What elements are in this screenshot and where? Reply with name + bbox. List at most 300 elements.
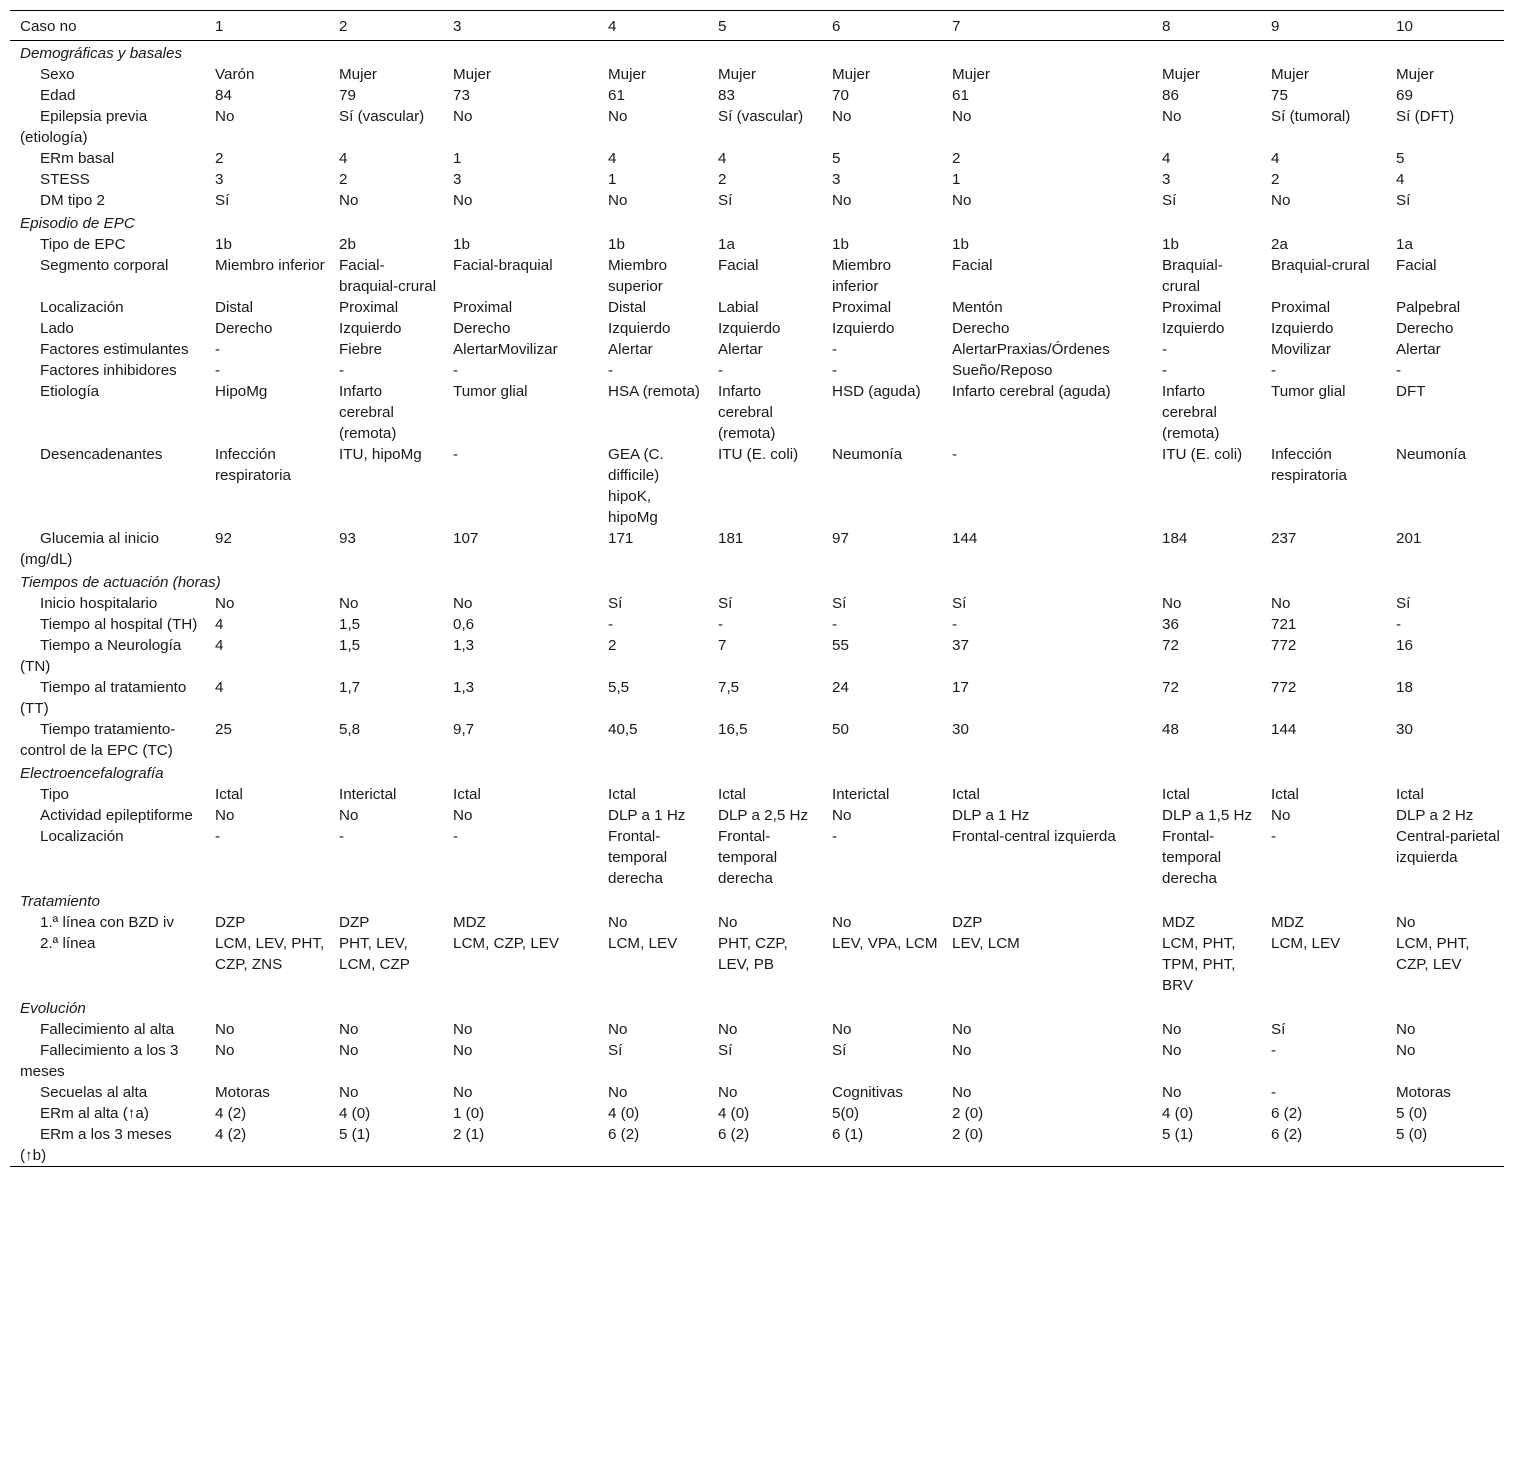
cell-case-10: 30 (1396, 721, 1413, 738)
cell-case-5: Sí (718, 1042, 733, 1059)
cell-case-10: No (1396, 1021, 1416, 1038)
cell-case-9: 721 (1271, 616, 1297, 633)
cell-case-4: 6 (2) (608, 1126, 640, 1143)
row-label: Localización (40, 299, 124, 316)
cell-case-5: DLP a 2,5 Hz (718, 807, 809, 824)
cell-case-9: Braquial-crural (1271, 257, 1370, 274)
cell-case-1: LCM, LEV, PHT, CZP, ZNS (215, 935, 325, 973)
section-title: Episodio de EPC (20, 215, 135, 232)
cell-case-6: 6 (1) (832, 1126, 864, 1143)
cell-case-5: Sí (718, 595, 733, 612)
cell-case-6: Miembro inferior (832, 257, 892, 295)
table-row (10, 148, 1504, 169)
cell-case-8: No (1162, 108, 1182, 125)
cell-case-10: Sí (DFT) (1396, 108, 1455, 125)
cell-case-1: No (215, 1042, 235, 1059)
cell-case-6: HSD (aguda) (832, 383, 921, 400)
cell-case-3: MDZ (453, 914, 486, 931)
cell-case-2: Proximal (339, 299, 399, 316)
cell-case-6: Interictal (832, 786, 890, 803)
cell-case-9: 144 (1271, 721, 1297, 738)
cell-case-3: 73 (453, 87, 470, 104)
cell-case-6: - (832, 616, 838, 633)
cell-case-8: Izquierdo (1162, 320, 1225, 337)
cell-case-9: Movilizar (1271, 341, 1331, 358)
row-label-cell (10, 1124, 205, 1167)
cell-case-10: No (1396, 1042, 1416, 1059)
cell-case-6: - (832, 828, 838, 845)
cell-case-10: 5 (1396, 150, 1405, 167)
cell-case-6: 50 (832, 721, 849, 738)
cell-case-10: 5 (0) (1396, 1126, 1428, 1143)
cell-case-1: - (215, 341, 221, 358)
cell-case-6: No (832, 914, 852, 931)
row-label: Factores estimulantes (40, 341, 189, 358)
header-case-2: 2 (339, 18, 348, 35)
row-label-cell (10, 234, 205, 255)
table-row (10, 190, 1504, 211)
table-row (10, 933, 1504, 996)
cell-case-3: No (453, 1021, 473, 1038)
cell-case-3: 1b (453, 236, 470, 253)
table-row (10, 528, 1504, 570)
cell-case-7: Sí (952, 595, 967, 612)
cell-case-4: HSA (remota) (608, 383, 700, 400)
cell-case-3: 2 (1) (453, 1126, 485, 1143)
cell-case-1: Ictal (215, 786, 243, 803)
cell-case-7: 17 (952, 679, 969, 696)
row-label: Desencadenantes (40, 446, 163, 463)
cell-case-3: No (453, 1084, 473, 1101)
row-label-cell (10, 85, 205, 106)
row-label-cell (10, 64, 205, 85)
table-row (10, 444, 1504, 528)
cell-case-10: Palpebral (1396, 299, 1461, 316)
row-label-cell (10, 805, 205, 826)
cell-case-2: PHT, LEV, LCM, CZP (339, 935, 410, 973)
cell-case-3: No (453, 1042, 473, 1059)
cell-case-9: Ictal (1271, 786, 1299, 803)
cell-case-5: 181 (718, 530, 744, 547)
cell-case-9: - (1271, 362, 1277, 379)
section-header-row (10, 570, 1504, 593)
cell-case-10: Motoras (1396, 1084, 1451, 1101)
row-label-cell (10, 1103, 205, 1124)
cell-case-9: - (1271, 1042, 1277, 1059)
cell-case-8: 184 (1162, 530, 1188, 547)
cell-case-8: No (1162, 1084, 1182, 1101)
cell-case-2: Interictal (339, 786, 397, 803)
table-row (10, 318, 1504, 339)
cell-case-5: 7 (718, 637, 727, 654)
cell-case-5: PHT, CZP, LEV, PB (718, 935, 788, 973)
cell-case-9: Proximal (1271, 299, 1331, 316)
cell-case-2: DZP (339, 914, 370, 931)
row-label-cell (10, 360, 205, 381)
header-case-6: 6 (832, 18, 841, 35)
table-row (10, 593, 1504, 614)
cell-case-1: DZP (215, 914, 246, 931)
header-case-8: 8 (1162, 18, 1171, 35)
cell-case-10: Mujer (1396, 66, 1434, 83)
cell-case-10: Sí (1396, 192, 1411, 209)
cell-case-3: 1,3 (453, 679, 475, 696)
cell-case-5: - (718, 616, 724, 633)
cell-case-2: No (339, 1042, 359, 1059)
table-body (10, 41, 1504, 1167)
cell-case-3: Mujer (453, 66, 491, 83)
row-label: Tipo (40, 786, 69, 803)
cell-case-2: 4 (0) (339, 1105, 371, 1122)
cell-case-3: 1 (0) (453, 1105, 485, 1122)
cell-case-7: - (952, 616, 958, 633)
header-case-5: 5 (718, 18, 727, 35)
table-row (10, 255, 1504, 297)
cell-case-3: LCM, CZP, LEV (453, 935, 560, 952)
cell-case-3: No (453, 807, 473, 824)
cell-case-8: ITU (E. coli) (1162, 446, 1243, 463)
cell-case-8: No (1162, 1021, 1182, 1038)
row-label: Lado (40, 320, 74, 337)
cell-case-6: 24 (832, 679, 849, 696)
row-label: Segmento corporal (40, 257, 169, 274)
cell-case-9: - (1271, 828, 1277, 845)
cell-case-2: 1,5 (339, 616, 361, 633)
cell-case-3: No (453, 595, 473, 612)
cell-case-2: - (339, 828, 345, 845)
cell-case-4: DLP a 1 Hz (608, 807, 686, 824)
cell-case-4: LCM, LEV (608, 935, 678, 952)
row-label-cell (10, 339, 205, 360)
cell-case-9: Infección respiratoria (1271, 446, 1347, 484)
cell-case-6: - (832, 341, 838, 358)
cell-case-1: Sí (215, 192, 230, 209)
cell-case-5: Facial (718, 257, 759, 274)
cell-case-8: 48 (1162, 721, 1179, 738)
row-label-cell (10, 826, 205, 889)
cell-case-1: Miembro inferior (215, 257, 325, 274)
cell-case-5: Izquierdo (718, 320, 781, 337)
cell-case-1: Distal (215, 299, 253, 316)
cell-case-1: 4 (215, 679, 224, 696)
cell-case-2: Sí (vascular) (339, 108, 425, 125)
row-label: STESS (40, 171, 90, 188)
row-label-cell (10, 297, 205, 318)
cell-case-6: Cognitivas (832, 1084, 903, 1101)
cell-case-3: AlertarMovilizar (453, 341, 558, 358)
cell-case-4: No (608, 1021, 628, 1038)
row-label: ERm basal (40, 150, 115, 167)
cell-case-5: 6 (2) (718, 1126, 750, 1143)
cell-case-1: Infección respiratoria (215, 446, 291, 484)
table-row (10, 1103, 1504, 1124)
cell-case-6: - (832, 362, 838, 379)
section-header-row (10, 761, 1504, 784)
section-header-row (10, 211, 1504, 234)
cell-case-7: 1 (952, 171, 961, 188)
cell-case-4: - (608, 616, 614, 633)
cell-case-2: 1,7 (339, 679, 361, 696)
cell-case-7: 2 (0) (952, 1105, 984, 1122)
cell-case-7: Facial (952, 257, 993, 274)
header-case-4: 4 (608, 18, 617, 35)
cell-case-5: No (718, 1084, 738, 1101)
cell-case-6: 97 (832, 530, 849, 547)
cell-case-2: 5,8 (339, 721, 361, 738)
cell-case-1: - (215, 362, 221, 379)
cell-case-7: AlertarPraxias/Órdenes (952, 341, 1110, 358)
cell-case-4: 171 (608, 530, 634, 547)
cell-case-4: Alertar (608, 341, 653, 358)
cell-case-1: 4 (215, 616, 224, 633)
cell-case-7: Ictal (952, 786, 980, 803)
cell-case-2: Mujer (339, 66, 377, 83)
header-row (10, 11, 1504, 41)
table-row (10, 106, 1504, 148)
table-row (10, 64, 1504, 85)
table-row (10, 360, 1504, 381)
cell-case-6: No (832, 807, 852, 824)
cell-case-10: DFT (1396, 383, 1426, 400)
cell-case-1: 2 (215, 150, 224, 167)
table-row (10, 85, 1504, 106)
row-label-cell (10, 1082, 205, 1103)
cell-case-5: No (718, 1021, 738, 1038)
cell-case-2: 93 (339, 530, 356, 547)
row-label: Tiempo al hospital (TH) (40, 616, 198, 633)
cell-case-3: Proximal (453, 299, 513, 316)
cell-case-2: 5 (1) (339, 1126, 371, 1143)
row-label-cell (10, 169, 205, 190)
table-row (10, 381, 1504, 444)
cell-case-9: - (1271, 1084, 1277, 1101)
cell-case-2: 1,5 (339, 637, 361, 654)
cell-case-4: No (608, 1084, 628, 1101)
row-label: Fallecimiento al alta (40, 1021, 175, 1038)
cell-case-9: Tumor glial (1271, 383, 1346, 400)
cell-case-7: 144 (952, 530, 978, 547)
cell-case-10: 201 (1396, 530, 1422, 547)
row-label: Tiempo al tratamiento (TT) (20, 679, 187, 717)
cell-case-8: 1b (1162, 236, 1179, 253)
row-label-cell (10, 933, 205, 996)
header-label: Caso no (20, 18, 77, 35)
cell-case-8: 4 (1162, 150, 1171, 167)
row-label-cell (10, 255, 205, 297)
row-label: Factores inhibidores (40, 362, 177, 379)
cell-case-10: 18 (1396, 679, 1413, 696)
row-label: 1.ª línea con BZD iv (40, 914, 174, 931)
cell-case-6: Mujer (832, 66, 870, 83)
cell-case-5: 7,5 (718, 679, 740, 696)
cell-case-6: Izquierdo (832, 320, 895, 337)
cell-case-6: 3 (832, 171, 841, 188)
cell-case-2: Fiebre (339, 341, 383, 358)
cell-case-9: Mujer (1271, 66, 1309, 83)
row-label: DM tipo 2 (40, 192, 105, 209)
cell-case-8: No (1162, 1042, 1182, 1059)
cell-case-3: 9,7 (453, 721, 475, 738)
cell-case-9: 2 (1271, 171, 1280, 188)
cell-case-5: Alertar (718, 341, 763, 358)
cell-case-9: Sí (1271, 1021, 1286, 1038)
cell-case-3: 1 (453, 150, 462, 167)
cell-case-1: 4 (2) (215, 1105, 247, 1122)
cell-case-4: Izquierdo (608, 320, 671, 337)
section-title: Electroencefalografía (20, 765, 164, 782)
cell-case-5: No (718, 914, 738, 931)
cell-case-2: No (339, 1084, 359, 1101)
row-label-cell (10, 190, 205, 211)
cell-case-1: 4 (215, 637, 224, 654)
row-label-cell (10, 635, 205, 677)
cell-case-4: Distal (608, 299, 646, 316)
cell-case-9: 6 (2) (1271, 1126, 1303, 1143)
cell-case-7: Derecho (952, 320, 1010, 337)
cell-case-4: 1 (608, 171, 617, 188)
cell-case-5: Ictal (718, 786, 746, 803)
cell-case-9: 2a (1271, 236, 1288, 253)
cell-case-4: 4 (0) (608, 1105, 640, 1122)
table-header (10, 11, 1504, 41)
section-header-row (10, 41, 1504, 65)
cell-case-10: Derecho (1396, 320, 1454, 337)
cell-case-8: 5 (1) (1162, 1126, 1194, 1143)
cell-case-2: Facial-braquial-crural (339, 257, 437, 295)
cell-case-3: 0,6 (453, 616, 475, 633)
cell-case-3: Tumor glial (453, 383, 528, 400)
row-label: Tiempo tratamiento-control de la EPC (TC) (20, 721, 176, 759)
cell-case-10: LCM, PHT, CZP, LEV (1396, 935, 1470, 973)
cell-case-7: DZP (952, 914, 983, 931)
cell-case-4: 40,5 (608, 721, 638, 738)
cell-case-10: No (1396, 914, 1416, 931)
cell-case-6: Proximal (832, 299, 892, 316)
cell-case-6: No (832, 1021, 852, 1038)
row-label: Tipo de EPC (40, 236, 126, 253)
table-row (10, 635, 1504, 677)
table-row (10, 805, 1504, 826)
cell-case-10: Ictal (1396, 786, 1424, 803)
cell-case-9: 75 (1271, 87, 1288, 104)
cell-case-7: Mentón (952, 299, 1003, 316)
section-title: Demográficas y basales (20, 45, 183, 62)
cell-case-4: No (608, 914, 628, 931)
table-row (10, 826, 1504, 889)
cell-case-7: Infarto cerebral (aguda) (952, 383, 1111, 400)
row-label: 2.ª línea (40, 935, 96, 952)
header-case-9: 9 (1271, 18, 1280, 35)
cell-case-4: Mujer (608, 66, 646, 83)
cell-case-7: Frontal-central izquierda (952, 828, 1116, 845)
cell-case-5: Sí (vascular) (718, 108, 804, 125)
header-case-1: 1 (215, 18, 224, 35)
cell-case-10: Facial (1396, 257, 1437, 274)
clinical-cases-table (10, 10, 1504, 1167)
cell-case-2: Infarto cerebral (remota) (339, 383, 397, 442)
cell-case-7: 30 (952, 721, 969, 738)
cell-case-10: Alertar (1396, 341, 1441, 358)
cell-case-4: 1b (608, 236, 625, 253)
cell-case-4: Sí (608, 595, 623, 612)
table-row (10, 614, 1504, 635)
cell-case-2: No (339, 807, 359, 824)
cell-case-1: Varón (215, 66, 255, 83)
cell-case-1: 1b (215, 236, 232, 253)
cell-case-6: Neumonía (832, 446, 903, 463)
cell-case-1: No (215, 1021, 235, 1038)
row-label-cell (10, 148, 205, 169)
cell-case-9: Sí (tumoral) (1271, 108, 1351, 125)
cell-case-9: 4 (1271, 150, 1280, 167)
cell-case-3: - (453, 828, 459, 845)
cell-case-3: 107 (453, 530, 479, 547)
cell-case-1: 3 (215, 171, 224, 188)
cell-case-7: 2 (952, 150, 961, 167)
cell-case-4: No (608, 108, 628, 125)
cell-case-5: Infarto cerebral (remota) (718, 383, 776, 442)
cell-case-8: - (1162, 341, 1168, 358)
header-case-10: 10 (1396, 18, 1413, 35)
cell-case-7: No (952, 1084, 972, 1101)
clinical-cases-table-container (10, 10, 1504, 1167)
row-label: ERm a los 3 meses (↑b) (20, 1126, 172, 1164)
cell-case-5: - (718, 362, 724, 379)
row-label: Actividad epileptiforme (40, 807, 193, 824)
cell-case-10: 69 (1396, 87, 1413, 104)
cell-case-1: No (215, 595, 235, 612)
cell-case-3: No (453, 108, 473, 125)
cell-case-3: - (453, 446, 459, 463)
row-label: ERm al alta (↑a) (40, 1105, 149, 1122)
cell-case-4: Ictal (608, 786, 636, 803)
cell-case-4: Sí (608, 1042, 623, 1059)
table-row (10, 719, 1504, 761)
cell-case-9: No (1271, 807, 1291, 824)
cell-case-2: Izquierdo (339, 320, 402, 337)
cell-case-9: No (1271, 192, 1291, 209)
row-label: Tiempo a Neurología (TN) (20, 637, 182, 675)
table-row (10, 1040, 1504, 1082)
cell-case-2: 79 (339, 87, 356, 104)
cell-case-4: 61 (608, 87, 625, 104)
cell-case-3: - (453, 362, 459, 379)
section-header-row (10, 889, 1504, 912)
cell-case-5: 2 (718, 171, 727, 188)
cell-case-9: Izquierdo (1271, 320, 1334, 337)
cell-case-7: 2 (0) (952, 1126, 984, 1143)
cell-case-10: 16 (1396, 637, 1413, 654)
cell-case-7: No (952, 1021, 972, 1038)
cell-case-8: 72 (1162, 637, 1179, 654)
cell-case-9: 6 (2) (1271, 1105, 1303, 1122)
cell-case-1: 92 (215, 530, 232, 547)
cell-case-8: DLP a 1,5 Hz (1162, 807, 1253, 824)
cell-case-8: Sí (1162, 192, 1177, 209)
cell-case-8: Ictal (1162, 786, 1190, 803)
cell-case-8: No (1162, 595, 1182, 612)
row-label-cell (10, 444, 205, 528)
cell-case-10: DLP a 2 Hz (1396, 807, 1474, 824)
cell-case-7: LEV, LCM (952, 935, 1020, 952)
cell-case-8: 72 (1162, 679, 1179, 696)
cell-case-9: MDZ (1271, 914, 1304, 931)
cell-case-4: 5,5 (608, 679, 630, 696)
cell-case-2: 4 (339, 150, 348, 167)
row-label: Epilepsia previa (etiología) (20, 108, 148, 146)
cell-case-6: 55 (832, 637, 849, 654)
cell-case-1: Motoras (215, 1084, 270, 1101)
